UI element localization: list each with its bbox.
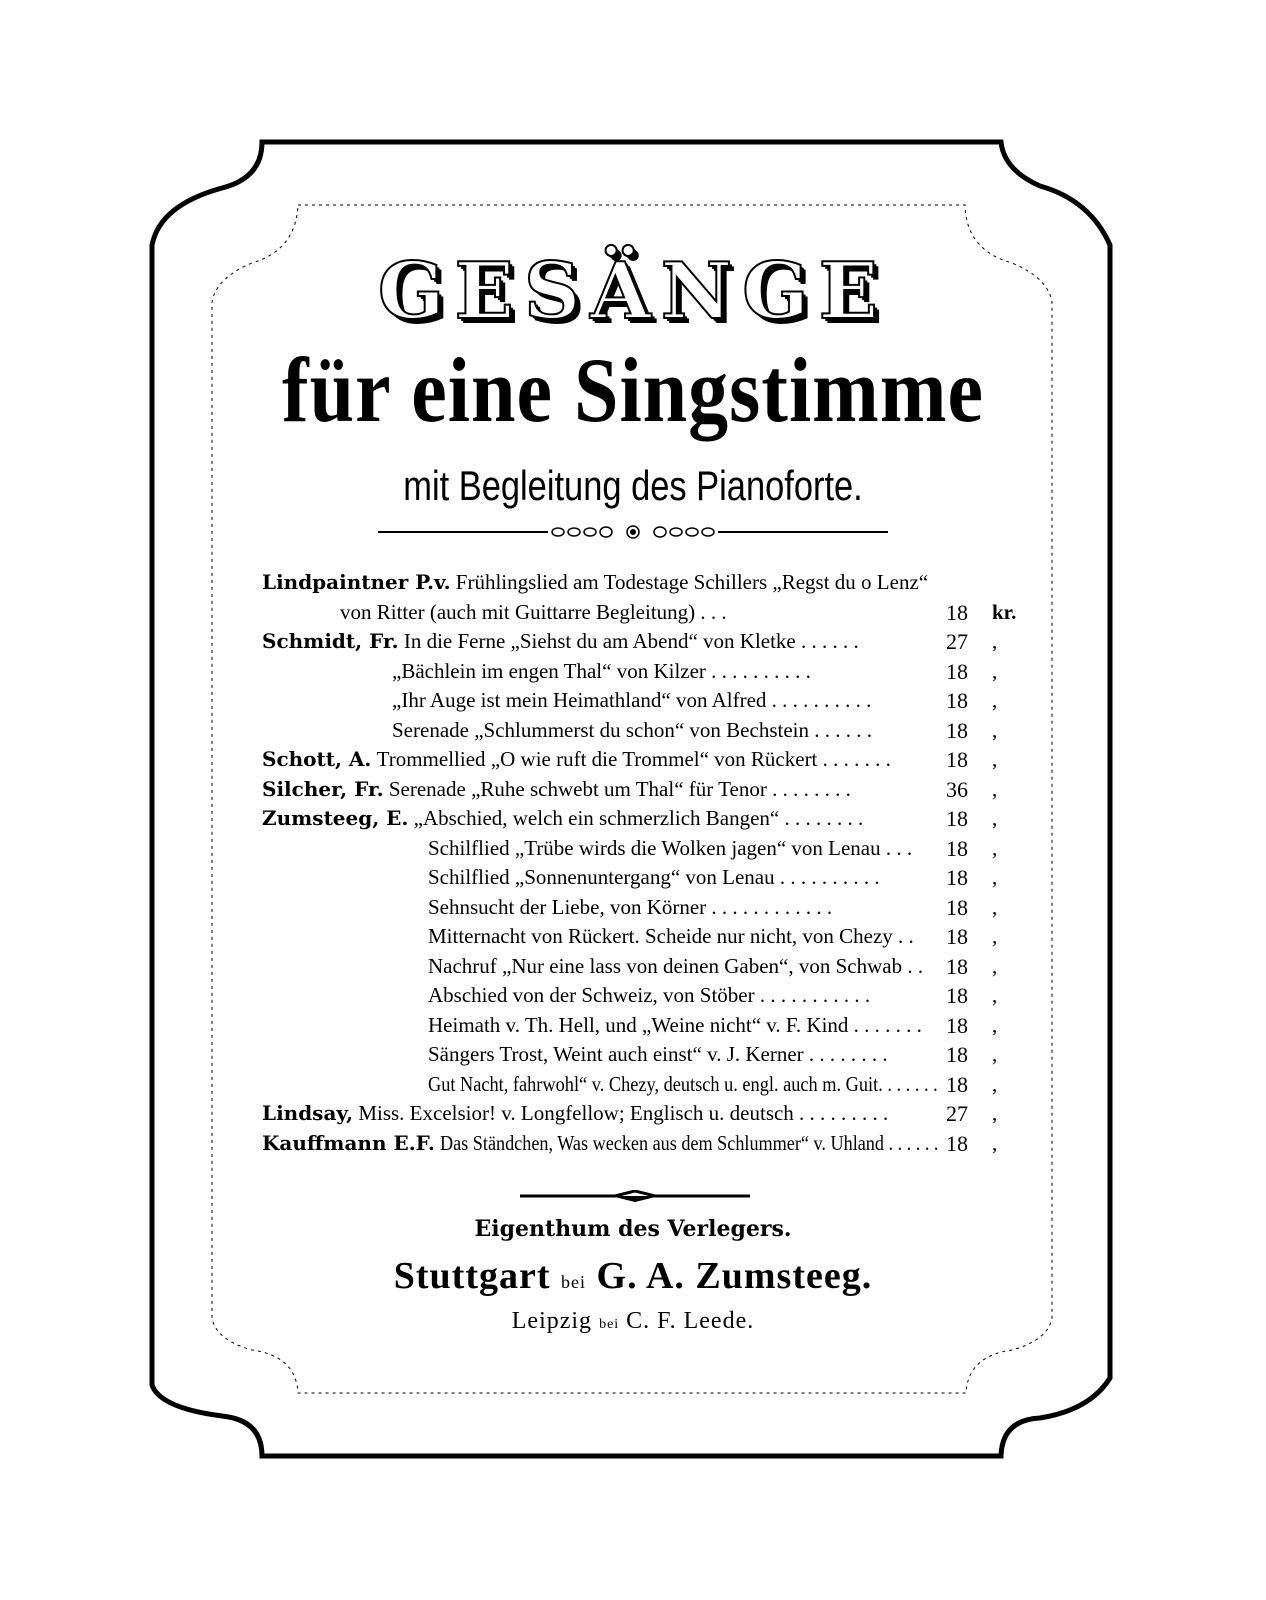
ownership-notice: Eigenthum des Verlegers.	[474, 1216, 792, 1242]
song-title: Gut Nacht, fahrwohl“ v. Chezy, deutsch u. engl. auch m. Guit. . . . . . .	[428, 1071, 938, 1096]
list-item	[262, 922, 1002, 952]
song-title: „Bächlein im engen Thal“ von Kilzer . . . . . . . . . .	[392, 658, 811, 683]
song-title: Trommellied „O wie ruft die Trommel“ von Rückert . . . . . . .	[376, 747, 891, 771]
composer-name: Lindsay,	[262, 1101, 354, 1125]
list-item	[262, 804, 1002, 834]
song-title: In die Ferne „Siehst du am Abend“ von Kletke . . . . . .	[403, 629, 859, 653]
price-unit: ,	[992, 629, 998, 653]
price-unit: ,	[992, 894, 998, 919]
song-price: 18	[946, 717, 968, 743]
song-title: Abschied von der Schweiz, von Stöber . . . . . . . . . . .	[428, 983, 871, 1007]
song-title: Schilflied „Trübe wirds die Wolken jagen“ von Lenau . . .	[428, 835, 913, 860]
price-unit: ,	[992, 1101, 998, 1125]
song-price: 18	[946, 894, 968, 920]
list-item	[262, 1040, 1002, 1070]
song-title: Frühlingslied am Todestage Schillers „Regst du o Lenz“	[455, 570, 929, 594]
song-price: 18	[946, 1130, 968, 1156]
list-item	[262, 893, 1002, 923]
song-price: 18	[946, 983, 968, 1008]
publisher-name: G. A. Zumsteeg.	[596, 1255, 873, 1297]
price-unit: ,	[992, 1042, 998, 1066]
song-price: 18	[946, 835, 968, 861]
list-item	[262, 627, 1002, 657]
song-title: „Abschied, welch ein schmerzlich Bangen“ . . . . . . . .	[413, 806, 864, 830]
publisher-line-leipzig	[0, 1308, 1266, 1335]
song-price: 18	[946, 1012, 968, 1038]
song-title: Sehnsucht der Liebe, von Körner . . . . . . . . . . . .	[428, 894, 833, 919]
song-price: 27	[946, 1101, 968, 1126]
list-item	[262, 1011, 1002, 1041]
composer-name: Schmidt, Fr.	[262, 629, 399, 653]
page-title: GESÄNGE	[377, 246, 889, 337]
publisher-city: Stuttgart	[393, 1255, 551, 1297]
page-subtitle: für eine Singstimme	[282, 340, 984, 442]
song-price: 18	[946, 658, 968, 684]
song-listing	[262, 568, 1017, 1158]
list-item	[262, 716, 1002, 746]
song-price: 18	[946, 1042, 968, 1067]
song-price: 18	[946, 865, 968, 890]
list-item	[262, 657, 1002, 687]
price-unit: ,	[992, 658, 998, 683]
composer-name: Kauffmann E.F.	[262, 1130, 435, 1155]
distributor-bei: bei	[599, 1317, 620, 1332]
song-title: Heimath v. Th. Hell, und „Weine nicht“ v. F. Kind . . . . . . .	[428, 1012, 922, 1037]
price-unit: ,	[992, 688, 998, 712]
song-price: 18	[946, 747, 968, 772]
list-item	[262, 1070, 1002, 1100]
song-price: 18	[946, 599, 968, 625]
song-title: Miss. Excelsior! v. Longfellow; Englisch u. deutsch . . . . . . . . .	[358, 1101, 889, 1125]
ornament-divider	[378, 525, 888, 539]
price-unit: ,	[992, 983, 998, 1007]
song-price: 18	[946, 688, 968, 713]
price-unit: ,	[992, 835, 998, 860]
song-title: Serenade „Ruhe schwebt um Thal“ für Tenor . . . . . . . .	[388, 776, 851, 801]
song-price: 18	[946, 953, 968, 979]
song-title: „Ihr Auge ist mein Heimathland“ von Alfred . . . . . . . . . .	[392, 688, 872, 712]
list-item	[262, 1129, 1002, 1159]
page-subtitle-secondary: mit Begleitung des Pianoforte.	[403, 462, 863, 509]
song-title: Serenade „Schlummerst du schon“ von Bechstein . . . . . .	[392, 717, 872, 742]
price-unit: ,	[992, 776, 998, 801]
song-title: von Ritter (auch mit Guittarre Begleitung) . . .	[340, 599, 727, 624]
composer-name: Lindpaintner P.v.	[262, 570, 451, 594]
composer-name: Schott, A.	[262, 747, 372, 771]
composer-name: Silcher, Fr.	[262, 776, 384, 801]
list-item	[262, 568, 1002, 598]
price-unit: ,	[992, 747, 998, 771]
price-unit: kr.	[992, 599, 1017, 624]
song-price: 36	[946, 776, 968, 802]
publisher-line-stuttgart	[0, 1254, 1266, 1298]
ornament-divider-bottom	[520, 1190, 750, 1202]
song-title: Sängers Trost, Weint auch einst“ v. J. Kerner . . . . . . . .	[428, 1042, 888, 1066]
list-item	[262, 952, 1002, 982]
list-item	[262, 981, 1002, 1011]
price-unit: ,	[992, 717, 998, 742]
song-price: 18	[946, 1071, 968, 1097]
price-unit: ,	[992, 806, 998, 830]
list-item	[262, 1099, 1002, 1129]
price-unit: ,	[992, 865, 998, 889]
distributor-name: C. F. Leede.	[626, 1308, 755, 1334]
distributor-city: Leipzig	[511, 1308, 593, 1334]
price-unit: ,	[992, 1130, 998, 1155]
list-item	[262, 686, 1002, 716]
song-price: 18	[946, 924, 968, 949]
song-title: Mitternacht von Rückert. Scheide nur nicht, von Chezy . .	[428, 924, 914, 948]
song-title: Das Ständchen, Was wecken aus dem Schlummer“ v. Uhland . . . . . .	[440, 1130, 939, 1155]
price-unit: ,	[992, 953, 998, 978]
composer-name: Zumsteeg, E.	[262, 806, 409, 830]
song-price: 27	[946, 629, 968, 654]
song-title: Schilflied „Sonnenuntergang“ von Lenau . . . . . . . . . .	[428, 865, 880, 889]
price-unit: ,	[992, 924, 998, 948]
list-item	[262, 745, 1002, 775]
list-item	[262, 598, 1017, 628]
list-item	[262, 834, 1002, 864]
price-unit: ,	[992, 1012, 998, 1037]
song-price: 18	[946, 806, 968, 831]
song-title: Nachruf „Nur eine lass von deinen Gaben“, von Schwab . .	[428, 953, 924, 978]
list-item	[262, 775, 1002, 805]
price-unit: ,	[992, 1071, 998, 1096]
list-item	[262, 863, 1002, 893]
publisher-bei: bei	[561, 1272, 587, 1292]
